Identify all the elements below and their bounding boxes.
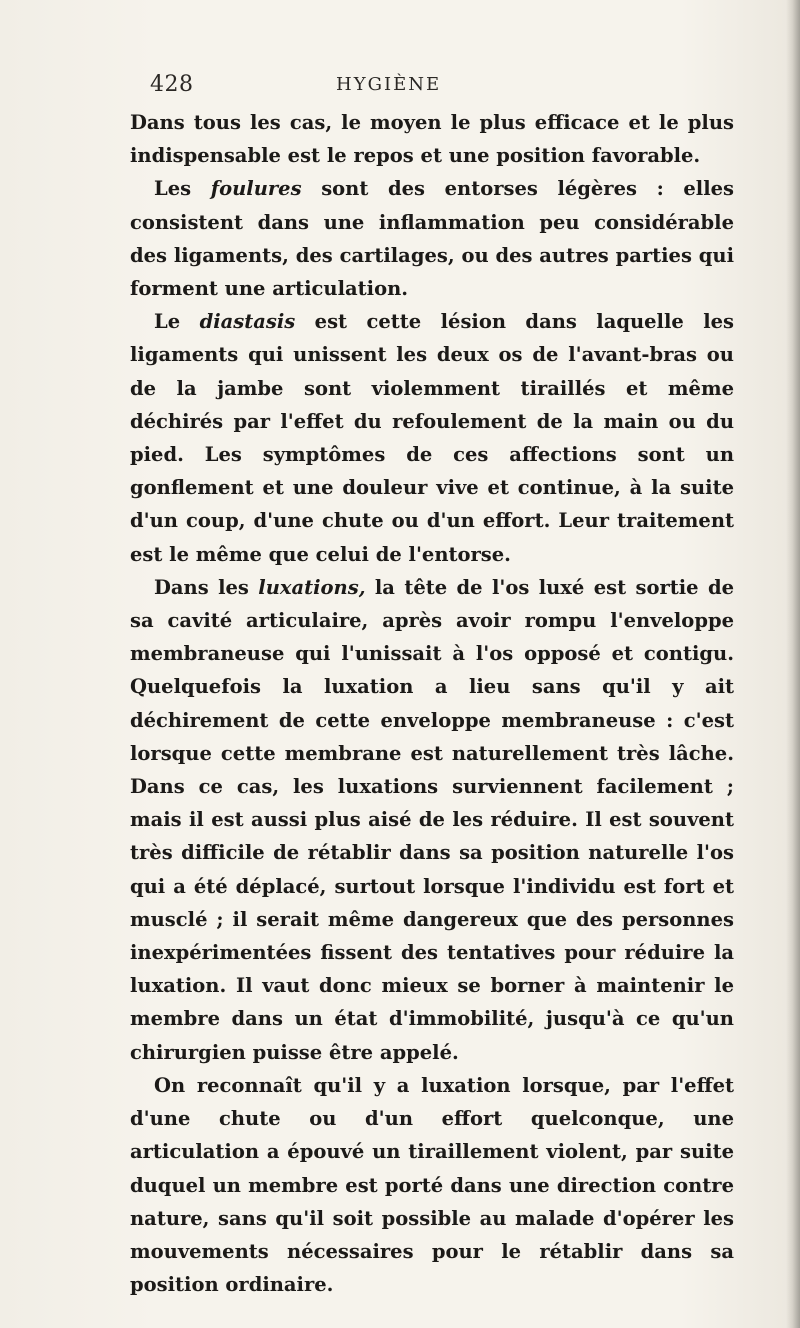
body-text <box>130 106 734 1301</box>
p2-intro: Les <box>154 177 192 201</box>
paragraph-3 <box>130 305 734 571</box>
running-head: HYGIÈNE <box>336 74 442 95</box>
paragraph-4 <box>130 571 734 1069</box>
p3-rest: est cette lésion dans laquelle les ligaments qui unissent les deux os de l'avant-bras ou de la jambe sont violemment tiraillés et même déchirés par l'effet du refoulement de la main ou du pied. Les symptômes de ces affections sont un gonflement et une douleur vive et continue, à la suite d'un coup, d'une chute ou d'un effort. Leur traitement est le même que celui de l'entorse. <box>130 310 734 566</box>
term-foulures: foulures <box>210 177 302 201</box>
p3-intro: Le <box>154 310 181 334</box>
page-number: 428 <box>150 72 194 97</box>
p4-intro: Dans les <box>154 575 249 599</box>
term-luxations: luxations, <box>258 575 366 599</box>
page-edge-shadow <box>786 0 800 1328</box>
p2-rest: sont des entorses légères : elles consistent dans une inflammation peu considérable des ligaments, des cartilages, ou des autres parties qui forment une articulation. <box>130 177 735 301</box>
term-diastasis: diastasis <box>199 310 296 334</box>
page-header <box>150 72 720 102</box>
paragraph-2 <box>130 172 734 305</box>
paragraph-1: Dans tous les cas, le moyen le plus efficace et le plus indispensable est le repos et une position favorable. <box>130 111 734 168</box>
paragraph-5: On reconnaît qu'il y a luxation lorsque, par l'effet d'une chute ou d'un effort quelconque, une articulation a épouvé un tiraillement violent, par suite duquel un membre est porté dans une direction contre nature, sans qu'il soit possible au malade d'opérer les mouvements nécessaires pour le rétablir dans sa position ordinaire. <box>130 1073 734 1297</box>
p4-rest: la tête de l'os luxé est sortie de sa cavité articulaire, après avoir rompu l'enveloppe membraneuse qui l'unissait à l'os opposé et contigu. Quelquefois la luxation a lieu sans qu'il y ait déchirement de cette enveloppe membraneuse : c'est lorsque cette membrane est naturellement très lâche. Dans ce cas, les luxations surviennent facilement ; mais il est aussi plus aisé de les réduire. Il est souvent très difficile de rétablir dans sa position naturelle l'os qui a été déplacé, surtout lorsque l'individu est fort et musclé ; il serait même dangereux que des personnes inexpérimentées fissent des tentatives pour réduire la luxation. Il vaut donc mieux se borner à maintenir le membre dans un état d'immobilité, jusqu'à ce qu'un chirurgien puisse être appelé. <box>130 575 734 1064</box>
